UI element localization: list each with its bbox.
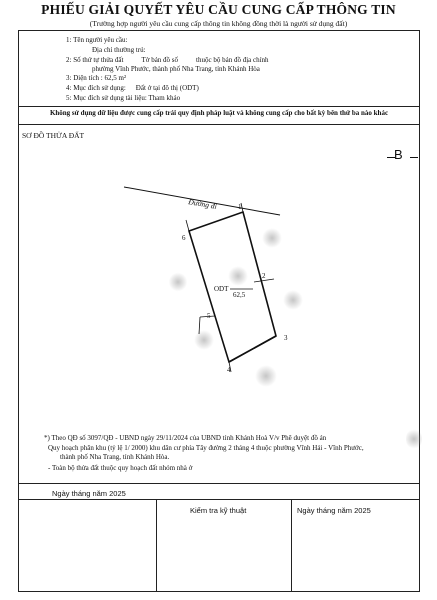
zoning-note: - Toàn bộ thửa đất thuộc quy hoạch đất nhóm nhà ở [48,464,193,472]
planning-note: *) Theo QĐ số 3097/QĐ - UBND ngày 29/11/2024 của UBND tỉnh Khánh Hoà V/v Phê duyệt đồ án [44,434,327,442]
address-label: Địa chỉ thường trú: [92,46,146,54]
land-code: ODT [214,285,229,293]
area-text: 3: Diện tích : 62,5 m² [66,74,127,82]
page-subtitle: (Trường hợp người yêu cầu cung cấp thông tin không đồng thời là người sử dụng đất) [89,19,348,28]
land-area: 62,5 [233,291,246,299]
planning-note: thành phố Nha Trang, tỉnh Khánh Hòa. [60,453,170,461]
map-section-title: SƠ ĐỒ THỬA ĐẤT [22,131,85,140]
page-title: PHIẾU GIẢI QUYẾT YÊU CẦU CUNG CẤP THÔNG TIN [41,2,396,17]
planning-note: Quy hoạch phân khu (tỷ lệ 1/ 2000) khu dân cư phía Tây đường 2 tháng 4 thuộc phường Vĩnh Hải - Vĩnh Phước, [48,444,364,452]
street-label: Đường đi [187,197,218,211]
disclaimer: Không sử dụng dữ liệu được cung cấp trái quy định pháp luật và không cung cấp cho bất kỳ bên thứ ba nào khác [49,109,389,117]
boundary-extension [189,231,229,362]
parcel-edge [229,336,276,362]
vertex-label: 3 [284,334,288,342]
date-right: Ngày tháng năm 2025 [297,506,371,515]
date-left: Ngày tháng năm 2025 [52,489,126,498]
vertex-label: 4 [227,366,231,374]
boundary-extension [186,220,189,231]
north-marker: B [394,147,403,162]
purpose-value: Đất ở tại đô thị (ODT) [135,84,199,92]
purpose-label: 4: Mục đích sử dụng: [66,84,126,92]
divider [18,483,420,484]
vertex-label: 1 [238,203,242,211]
parcel-label: 2: Số thứ tự thửa đất [66,56,124,64]
vertex-label: 5 [207,312,211,320]
ward-text: phường Vĩnh Phước, thành phố Nha Trang, tỉnh Khánh Hòa [92,65,260,73]
doc-purpose-text: 5: Mục đích sử dụng tài liệu: Tham khảo [66,94,181,102]
sheet-suffix: thuộc bộ bản đồ địa chính [196,56,269,64]
neighbor-boundary [199,317,200,334]
vertex-label: 6 [182,234,186,242]
parcel-boundary [189,212,276,362]
technical-check-label: Kiểm tra kỹ thuật [190,506,247,515]
requester-label: 1: Tên người yêu cầu: [66,36,128,44]
vertex-label: 2 [262,272,266,280]
sheet-label: Tờ bản đồ số [141,56,179,64]
